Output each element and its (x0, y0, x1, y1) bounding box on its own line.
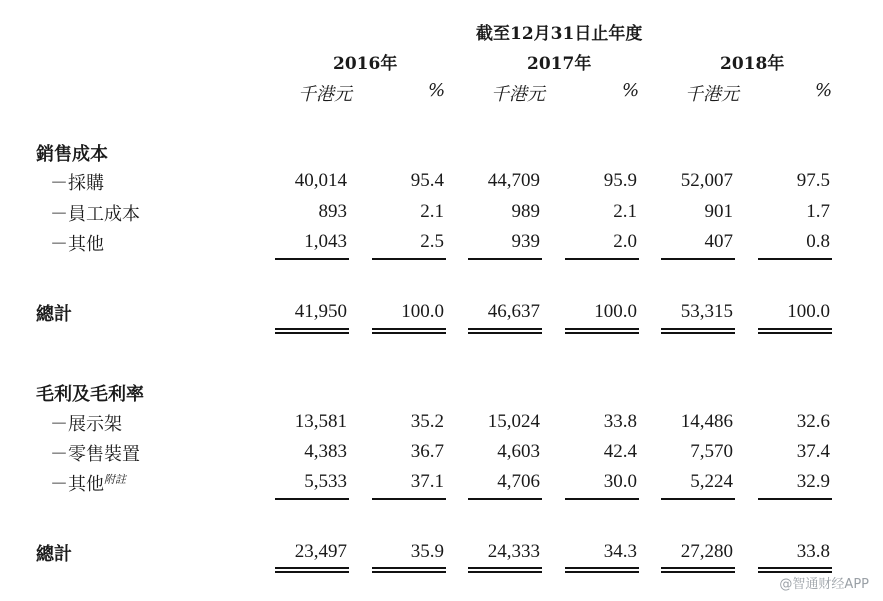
subtotal-rule (758, 498, 832, 500)
table-cell: 30.0 (603, 471, 637, 492)
subtotal-rule (372, 258, 446, 260)
table-cell: 7,570 (690, 441, 733, 462)
table-cell: 1,043 (304, 231, 347, 252)
row-label (50, 440, 140, 466)
table-cell: 989 (511, 201, 540, 222)
total-double-rule (275, 567, 349, 573)
subtotal-rule (661, 498, 735, 500)
table-cell: 0.8 (806, 231, 830, 252)
row-label-text: －零售裝置 (50, 444, 140, 465)
table-cell: 15,024 (487, 411, 540, 432)
total-double-rule (372, 328, 446, 334)
table-cell: 13,581 (294, 411, 347, 432)
table-cell: 97.5 (796, 170, 830, 191)
total-double-rule (758, 567, 832, 573)
total-cell: 23,497 (294, 541, 347, 562)
total-double-rule (565, 567, 639, 573)
subtotal-rule (661, 258, 735, 260)
unit-amount-2018: 千港元 (685, 84, 739, 105)
subtotal-rule (275, 258, 349, 260)
table-cell: 2.1 (613, 201, 637, 222)
subtotal-rule (758, 258, 832, 260)
total-cell: 46,637 (487, 301, 540, 322)
table-cell: 36.7 (410, 441, 444, 462)
total-label: 總計 (36, 304, 72, 325)
total-double-rule (468, 567, 542, 573)
period-header: 截至12月31日止年度 (476, 24, 643, 44)
year-2018-header: 2018年 (720, 54, 785, 74)
row-label (50, 470, 126, 496)
row-label-text: －其他 (50, 474, 104, 495)
section-gross-profit-title: 毛利及毛利率 (36, 384, 144, 405)
total-double-rule (661, 567, 735, 573)
table-cell: 37.1 (410, 471, 444, 492)
subtotal-rule (468, 258, 542, 260)
total-cell: 41,950 (294, 301, 347, 322)
table-cell: 901 (704, 201, 733, 222)
total-double-rule (468, 328, 542, 334)
table-cell: 4,706 (497, 471, 540, 492)
table-cell: 4,383 (304, 441, 347, 462)
table-cell: 42.4 (603, 441, 637, 462)
total-double-rule (758, 328, 832, 334)
total-cell: 34.3 (603, 541, 637, 562)
row-label (50, 410, 122, 436)
row-label-text: －採購 (50, 173, 104, 194)
table-cell: 37.4 (796, 441, 830, 462)
table-cell: 52,007 (680, 170, 733, 191)
table-cell: 33.8 (603, 411, 637, 432)
unit-amount-2017: 千港元 (491, 84, 545, 105)
subtotal-rule (468, 498, 542, 500)
row-label (50, 200, 140, 226)
subtotal-rule (565, 498, 639, 500)
table-cell: 893 (318, 201, 347, 222)
total-cell: 100.0 (594, 301, 637, 322)
total-double-rule (372, 567, 446, 573)
total-double-rule (275, 328, 349, 334)
row-label-text: －員工成本 (50, 204, 140, 225)
unit-pct-2018: % (815, 80, 833, 101)
year-2017-header: 2017年 (527, 54, 592, 74)
total-cell: 100.0 (787, 301, 830, 322)
table-cell: 95.4 (410, 170, 444, 191)
table-cell: 2.1 (420, 201, 444, 222)
table-cell: 95.9 (603, 170, 637, 191)
total-cell: 53,315 (680, 301, 733, 322)
table-cell: 40,014 (294, 170, 347, 191)
row-note: 附註 (104, 473, 126, 486)
table-cell: 5,224 (690, 471, 733, 492)
total-cell: 35.9 (410, 541, 444, 562)
total-double-rule (661, 328, 735, 334)
total-cell: 100.0 (401, 301, 444, 322)
total-cell: 24,333 (487, 541, 540, 562)
table-cell: 2.5 (420, 231, 444, 252)
row-label-text: －其他 (50, 234, 104, 255)
watermark: @智通财经APP (779, 577, 869, 592)
unit-amount-2016: 千港元 (298, 84, 352, 105)
total-label: 總計 (36, 544, 72, 565)
subtotal-rule (372, 498, 446, 500)
total-cell: 33.8 (796, 541, 830, 562)
total-cell: 27,280 (680, 541, 733, 562)
row-label-text: －展示架 (50, 414, 122, 435)
table-cell: 5,533 (304, 471, 347, 492)
table-cell: 4,603 (497, 441, 540, 462)
table-cell: 407 (704, 231, 733, 252)
section-cost-of-sales-title: 銷售成本 (36, 144, 108, 165)
subtotal-rule (565, 258, 639, 260)
table-cell: 35.2 (410, 411, 444, 432)
table-cell: 1.7 (806, 201, 830, 222)
total-double-rule (565, 328, 639, 334)
table-cell: 32.6 (796, 411, 830, 432)
table-cell: 32.9 (796, 471, 830, 492)
unit-pct-2016: % (428, 80, 446, 101)
table-cell: 939 (511, 231, 540, 252)
row-label (50, 230, 104, 256)
table-cell: 2.0 (613, 231, 637, 252)
table-cell: 44,709 (487, 170, 540, 191)
row-label (50, 169, 104, 195)
subtotal-rule (275, 498, 349, 500)
table-cell: 14,486 (680, 411, 733, 432)
year-2016-header: 2016年 (333, 54, 398, 74)
unit-pct-2017: % (622, 80, 640, 101)
